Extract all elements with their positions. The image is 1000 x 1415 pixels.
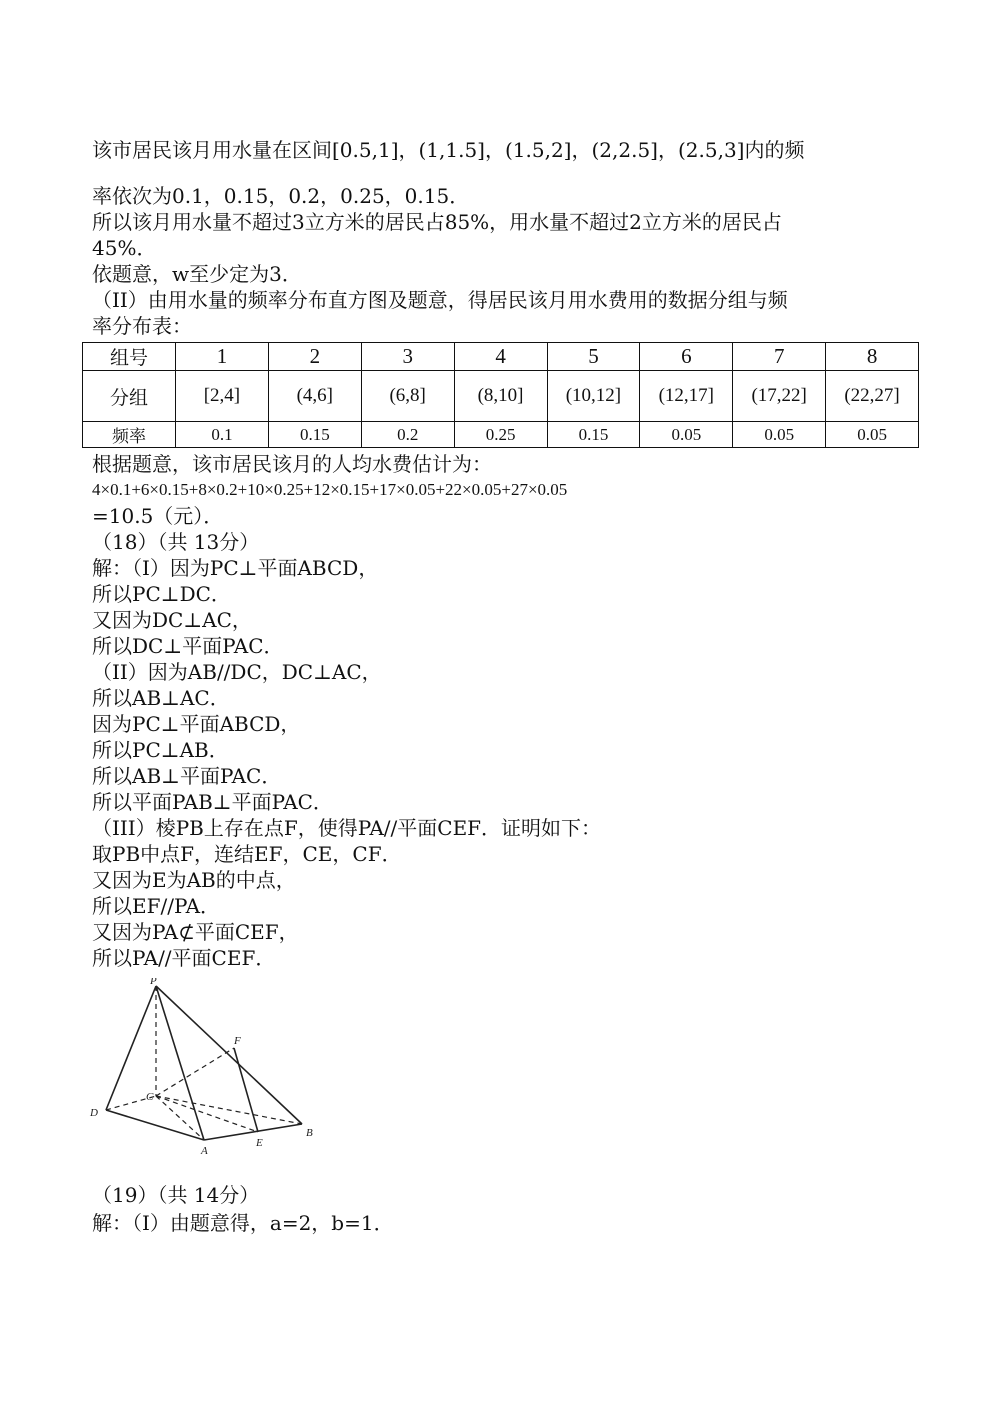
frequency-cell: 0.1 [176,422,269,448]
text-line-18: 因为PC⊥平面ABCD， [92,712,301,736]
label-e: E [256,1137,263,1149]
frequency-cell: 0.05 [640,422,733,448]
group-interval-cell: (10,12] [547,371,640,422]
text-line-29: 解：（I）由题意得，a=2，b=1． [92,1211,394,1235]
group-interval-cell: (17,22] [733,371,826,422]
text-line-24: 又因为E为AB的中点， [92,868,296,892]
text-line-3: 所以该月用水量不超过3立方米的居民占85%，用水量不超过2立方米的居民占 [92,210,782,234]
frequency-cell: 0.15 [268,422,361,448]
edge-cb [156,1096,302,1124]
group-number-cell: 8 [826,343,919,371]
text-line-21: 所以平面PAB⊥平面PAC． [92,790,333,814]
text-line-22: （III）棱PB上存在点F，使得PA//平面CEF．证明如下： [92,816,602,840]
pyramid-figure [88,978,328,1158]
text-line-23: 取PB中点F，连结EF，CE，CF． [92,842,402,866]
frequency-cell: 0.15 [547,422,640,448]
text-line-7: 率分布表： [92,314,192,338]
edge-ef [234,1048,258,1132]
edge-cf [156,1048,234,1096]
group-interval-cell: [2,4] [176,371,269,422]
text-line-20: 所以AB⊥平面PAC． [92,764,282,788]
group-number-cell: 5 [547,343,640,371]
text-line-6: （II）由用水量的频率分布直方图及题意，得居民该月用水费用的数据分组与频 [92,288,788,312]
section-19-heading: （19）（共 14分） [92,1183,260,1207]
text-line-1: 该市居民该月用水量在区间[0.5,1]，(1,1.5]，(1.5,2]，(2,2.5]，(2.5,3]内的频 [92,138,805,162]
text-line-14: 又因为DC⊥AC， [92,608,252,632]
text-line-26: 又因为PA⊄平面CEF， [92,920,299,944]
label-d: D [90,1107,98,1119]
table-row-group-number [83,343,919,371]
group-number-cell: 4 [454,343,547,371]
frequency-cell: 0.05 [733,422,826,448]
group-interval-cell: (6,8] [361,371,454,422]
group-number-cell: 7 [733,343,826,371]
row-header: 分组 [83,371,176,422]
text-line-19: 所以PC⊥AB． [92,738,229,762]
text-line-13: 所以PC⊥DC． [92,582,231,606]
frequency-cell: 0.05 [826,422,919,448]
expression-line: 4×0.1+6×0.15+8×0.2+10×0.25+12×0.15+17×0.05+22×0.05+27×0.05 [92,480,568,499]
edge-ce [156,1096,258,1132]
label-b: B [306,1127,313,1139]
label-f: F [234,1035,241,1047]
group-number-cell: 1 [176,343,269,371]
group-number-cell: 6 [640,343,733,371]
label-p: P [150,978,157,987]
frequency-table [82,342,919,448]
section-18-heading: （18）（共 13分） [92,530,260,554]
text-line-8: 根据题意，该市居民该月的人均水费估计为： [92,452,492,476]
text-line-12: 解：（I）因为PC⊥平面ABCD， [92,556,379,580]
edge-da [106,1110,204,1140]
row-header: 组号 [83,343,176,371]
group-interval-cell: (22,27] [826,371,919,422]
group-interval-cell: (4,6] [268,371,361,422]
text-line-2: 率依次为0.1，0.15，0.2，0.25，0.15． [92,184,470,208]
text-line-17: 所以AB⊥AC． [92,686,230,710]
text-line-4: 45%． [92,236,157,260]
group-number-cell: 2 [268,343,361,371]
text-line-5: 依题意，w至少定为3． [92,262,302,286]
row-header: 频率 [83,422,176,448]
table-row-group-interval [83,371,919,422]
frequency-cell: 0.2 [361,422,454,448]
group-interval-cell: (12,17] [640,371,733,422]
frequency-cell: 0.25 [454,422,547,448]
table-row-frequency [83,422,919,448]
edge-ab [204,1124,302,1140]
label-a: A [201,1145,208,1157]
text-line-15: 所以DC⊥平面PAC． [92,634,284,658]
text-line-16: （II）因为AB//DC，DC⊥AC， [92,660,382,684]
group-number-cell: 3 [361,343,454,371]
label-c: C [146,1091,154,1103]
text-line-27: 所以PA//平面CEF． [92,946,276,970]
text-line-25: 所以EF//PA． [92,894,221,918]
text-line-10: =10.5（元）． [92,504,224,528]
group-interval-cell: (8,10] [454,371,547,422]
